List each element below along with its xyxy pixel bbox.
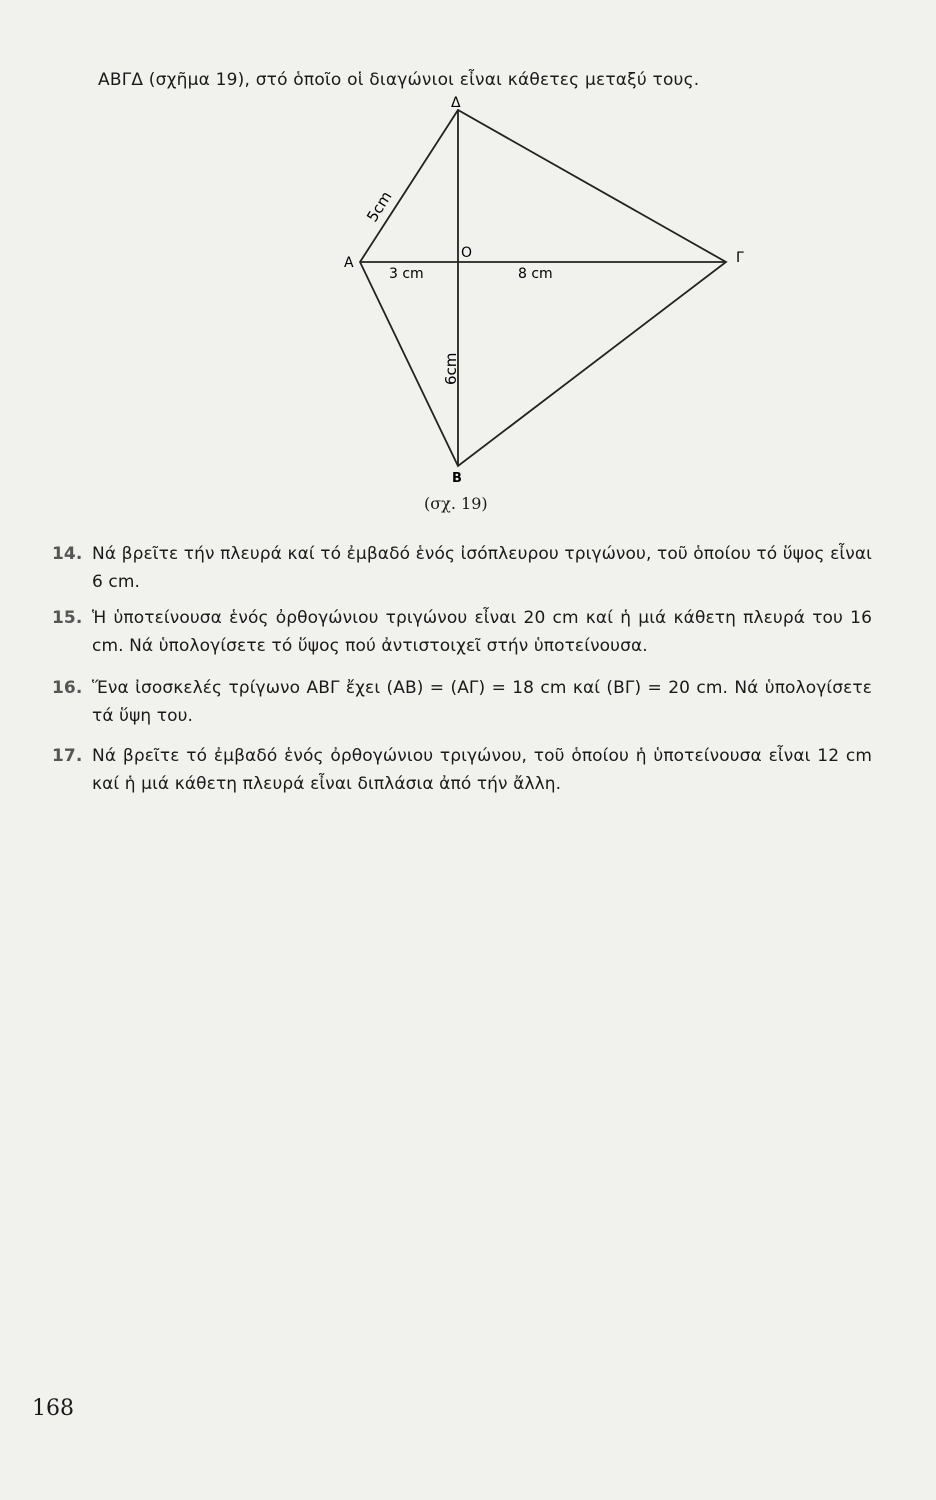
intro-text: ΑΒΓΔ (σχῆμα 19), στό ὁποῖο οἱ διαγώνιοι εἶναι κάθετες μεταξύ τους.: [98, 70, 700, 90]
vertex-g: Γ: [736, 250, 744, 266]
quadrilateral-abgd: [360, 110, 726, 466]
exercise-number: 14.: [52, 544, 83, 564]
exercise-15: [52, 604, 872, 660]
vertex-d: Δ: [451, 95, 461, 111]
kite-figure: [330, 95, 770, 495]
exercise-number: 16.: [52, 678, 83, 698]
exercise-16: [52, 674, 872, 730]
vertex-o: Ο: [461, 245, 473, 261]
exercise-text: Ἕνα ἰσοσκελές τρίγωνο ΑΒΓ ἔχει (ΑΒ) = (ΑΓ) = 18 cm καί (ΒΓ) = 20 cm. Νά ὑπολογίσετε τά ὕψη του.: [92, 678, 872, 726]
label-ad: 5cm: [363, 188, 396, 226]
vertex-a: Α: [344, 255, 354, 271]
exercise-text: Ἡ ὑποτείνουσα ἑνός ὀρθογώνιου τριγώνου εἶναι 20 cm καί ἡ μιά κάθετη πλευρά του 16 cm. Νά ὑπολογίσετε τό ὕψος πού ἀντιστοιχεῖ στήν ὑποτείνουσα.: [92, 608, 872, 656]
label-og: 8 cm: [518, 266, 553, 282]
exercise-17: [52, 742, 872, 798]
exercise-number: 15.: [52, 608, 83, 628]
exercise-number: 17.: [52, 746, 83, 766]
label-ao: 3 cm: [389, 266, 424, 282]
exercise-14: [52, 540, 872, 596]
figure-caption: (σχ. 19): [424, 494, 488, 513]
label-ob: 6cm: [442, 352, 460, 385]
vertex-b: Β: [452, 471, 462, 486]
exercise-text: Νά βρεῖτε τήν πλευρά καί τό ἐμβαδό ἑνός ἰσόπλευρου τριγώνου, τοῦ ὁποίου τό ὕψος εἶναι 6 cm.: [92, 544, 872, 592]
exercise-text: Νά βρεῖτε τό ἐμβαδό ἑνός ὀρθογώνιου τριγώνου, τοῦ ὁποίου ἡ ὑποτείνουσα εἶναι 12 cm καί ἡ μιά κάθετη πλευρά εἶναι διπλάσια ἀπό τήν ἄλλη.: [92, 746, 872, 794]
page-number: 168: [32, 1396, 74, 1421]
